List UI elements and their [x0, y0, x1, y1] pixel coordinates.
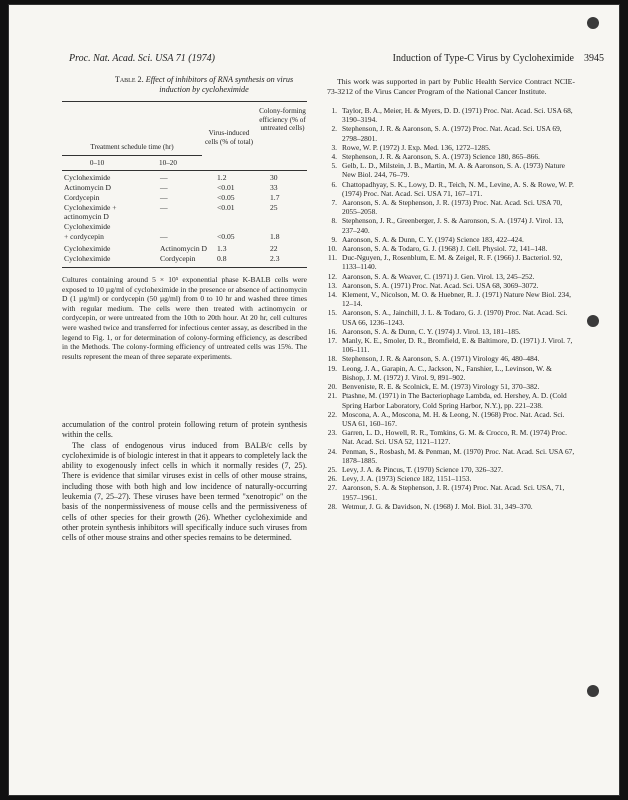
reference-item [324, 364, 576, 382]
reference-number: 8. [331, 216, 337, 226]
reference-item [324, 327, 576, 336]
table-row [62, 193, 307, 203]
reference-text: Garren, L. D., Howell, R. R., Tomkins, G. M. & Crocco, R. M. (1974) Proc. Nat. Acad. Sci. USA 52, 1121–1127. [342, 428, 567, 447]
header-col-0-10: 0–10 [89, 159, 105, 167]
table-cell: 25 [270, 203, 278, 212]
table-cell: 22 [270, 244, 278, 253]
table-title-text: Effect of inhibitors of RNA synthesis on virus induction by cycloheximide [145, 75, 294, 94]
document-page [9, 5, 619, 795]
reference-number: 28. [327, 501, 337, 511]
header-treatment-schedule: Treatment schedule time (hr) [90, 143, 174, 151]
table-cell: Cycloheximide [64, 222, 111, 231]
table-cell: <0.05 [217, 193, 235, 202]
reference-number: 10. [327, 244, 337, 254]
table-row [62, 212, 307, 222]
reference-text: Leong, J. A., Garapin, A. C., Jackson, N., Fanshier, L., Levinson, W. & Bishop, J. M. (1972) J. Virol. 9, 891–902. [342, 363, 552, 382]
reference-item [324, 308, 576, 326]
table-cell: Cordycepin [64, 193, 100, 202]
header-group-rule [62, 155, 202, 156]
reference-text: Levy, J. A. & Pincus, T. (1970) Science 170, 326–327. [342, 464, 504, 474]
table-cell: — [160, 183, 168, 192]
reference-text: Aaronson, S. A. & Todaro, G. J. (1968) J. Cell. Physiol. 72, 141–148. [342, 244, 548, 254]
reference-item [324, 198, 576, 216]
table-row [62, 232, 307, 242]
reference-text: Rowe, W. P. (1972) J. Exp. Med. 136, 1272–1285. [342, 142, 491, 152]
reference-number: 17. [327, 336, 337, 346]
reference-item [324, 253, 576, 271]
reference-text: Manly, K. E., Smoler, D. R., Bromfield, E. & Baltimore, D. (1971) J. Virol. 7, 106–111. [342, 336, 573, 355]
table-label: Table 2. [114, 75, 144, 84]
table-bottom-rule [62, 267, 307, 268]
reference-item [324, 161, 576, 179]
binder-hole [587, 315, 599, 327]
table-cell: + cordycepin [64, 232, 104, 241]
table-cell: <0.01 [217, 203, 235, 212]
table-row [62, 183, 307, 193]
reference-number: 6. [331, 179, 337, 189]
reference-number: 24. [327, 446, 337, 456]
reference-item [324, 354, 576, 363]
reference-number: 7. [331, 198, 337, 208]
table-cell: Cycloheximide [64, 244, 111, 253]
reference-text: Aaronson, S. A. & Stephenson, J. R. (1973) Proc. Nat. Acad. Sci. USA 70, 2055–2058. [342, 198, 563, 217]
reference-item [324, 152, 576, 161]
reference-text: Stephenson, J. R. & Aaronson, S. A. (1972) Proc. Nat. Acad. Sci. USA 69, 2798–2801. [342, 124, 562, 143]
reference-text: Aaronson, S. A. (1971) Proc. Nat. Acad. Sci. USA 68, 3069–3072. [342, 280, 539, 290]
reference-number: 14. [327, 290, 337, 300]
reference-item [324, 216, 576, 234]
reference-number: 19. [327, 363, 337, 373]
table-cell: Actinomycin D [160, 244, 208, 253]
reference-number: 21. [327, 391, 337, 401]
reference-number: 9. [331, 234, 337, 244]
reference-item [324, 281, 576, 290]
reference-number: 2. [331, 124, 337, 134]
reference-text: Gelb, L. D., Milstein, J. B., Martin, M. A. & Aaronson, S. A. (1973) Nature New Biol. 244, 76–79. [342, 161, 565, 180]
page-header [69, 53, 604, 67]
reference-text: Stephenson, J. R., Greenberger, J. S. & Aaronson, S. A. (1974) J. Virol. 13, 237–240. [342, 216, 564, 235]
reference-text: Chattopadhyay, S. K., Lowy, D. R., Teich, N. M., Levine, A. S. & Rowe, W. P. (1974) Proc. Nat. Acad. Sci. USA 71, 167–171. [342, 179, 574, 198]
reference-text: Aaronson, S. A., Jainchill, J. L. & Todaro, G. J. (1970) Proc. Nat. Acad. Sci. USA 66, 1236–1243. [342, 308, 568, 327]
table-cell: 1.7 [270, 193, 280, 202]
reference-item [324, 244, 576, 253]
reference-item [324, 143, 576, 152]
reference-text: Ptashne, M. (1971) in The Bacteriophage Lambda, ed. Hershey, A. D. (Cold Spring Harbor Laboratory, Cold Spring Harbor, N.Y.), pp. 221–238. [342, 391, 567, 410]
table-cell: <0.05 [217, 232, 235, 241]
reference-number: 27. [327, 483, 337, 493]
header-col-virus-induced: Virus-induced cells (% of total) [204, 129, 254, 146]
table-cell: 1.8 [270, 232, 280, 241]
reference-number: 23. [327, 428, 337, 438]
table-cell: 0.8 [217, 254, 227, 263]
table-cell: — [160, 232, 168, 241]
reference-item [324, 272, 576, 281]
reference-text: Aaronson, S. A. & Stephenson, J. R. (1974) Proc. Nat. Acad. Sci. USA, 71, 1957–1961. [342, 483, 565, 502]
reference-text: Duc-Nguyen, J., Rosenblum, E. M. & Zeigel, R. F. (1966) J. Bacteriol. 92, 1133–1140. [342, 253, 563, 272]
reference-item [324, 447, 576, 465]
reference-number: 18. [327, 354, 337, 364]
reference-number: 13. [327, 280, 337, 290]
reference-item [324, 235, 576, 244]
page-number: 3945 [584, 53, 604, 64]
reference-text: Benveniste, R. E. & Scolnick, E. M. (1973) Virology 51, 370–382. [342, 382, 540, 392]
reference-number: 22. [327, 409, 337, 419]
reference-number: 1. [331, 106, 337, 115]
paragraph: The class of endogenous virus induced from BALB/c cells by cycloheximide is of biologic interest in that it appears to completely lack the ability to exogenously infect cells in which it normally resides (7, 25). There is evidence that similar viruses exist in cells of other mouse strains, including those with both high and low incidence of naturally-occurring leukemia (7, 25–27). These viruses have been termed "xenotropic" on the basis of the nonpermissiveness of mouse cells and the permissiveness of cells of other species for their growth (26). Whether cycloheximide and other protein synthesis inhibitors will specifically induce such viruses from cells of other mouse strains and other species remains to be determined. [62, 440, 307, 543]
reference-item [324, 410, 576, 428]
table-top-rule [62, 101, 307, 102]
reference-text: Moscona, A. A., Moscona, M. H. & Leong, N. (1968) Proc. Nat. Acad. Sci. USA 61, 160–167. [342, 409, 565, 428]
table-footnote: Cultures containing around 5 × 10⁵ exponential phase K-BALB cells were exposed to 10 µg/ml of cycloheximide in the presence or absence of actinomycin D (1 µg/ml) or cordycepin (50 µg/ml) from 0 to 10 hr and washed three times with regular medium. The cells were then treated with actinomycin or cordycepin, or were untreated from the 10th to 20th hour. At 20 hr, cell cultures were washed twice and transferred for infectious center assay, as described in the legend to Fig. 1, or for determination of colony-forming efficiency, as described in the Methods. The colony-forming efficiency of untreated cells was 15%. The results represent the mean of three separate experiments. [62, 275, 307, 361]
reference-item [324, 474, 576, 483]
paragraph: accumulation of the control protein following return of protein synthesis within the cells. [62, 420, 307, 440]
reference-number: 3. [331, 142, 337, 152]
reference-item [324, 465, 576, 474]
reference-text: Aaronson, S. A. & Dunn, C. Y. (1974) J. Virol. 13, 181–185. [342, 326, 521, 336]
table-cell: — [160, 203, 168, 212]
table-row [62, 222, 307, 232]
table-cell: actinomycin D [64, 212, 109, 221]
header-col-10-20: 10–20 [159, 159, 177, 167]
reference-number: 16. [327, 326, 337, 336]
table-cell: <0.01 [217, 183, 235, 192]
reference-text: Wetmur, J. G. & Davidson, N. (1968) J. Mol. Biol. 31, 349–370. [342, 501, 533, 511]
reference-text: Penman, S., Rosbash, M. & Penman, M. (1970) Proc. Nat. Acad. Sci. USA 67, 1878–1885. [342, 446, 575, 465]
reference-item [324, 336, 576, 354]
table-cell: Cycloheximide [64, 173, 111, 182]
acknowledgment: This work was supported in part by Public Health Service Contract NCIE-73-3212 of the Virus Cancer Program of the National Cancer Institute. [327, 77, 575, 96]
reference-number: 11. [328, 253, 337, 263]
reference-number: 20. [327, 382, 337, 392]
table-cell: — [160, 193, 168, 202]
reference-text: Aaronson, S. A. & Dunn, C. Y. (1974) Science 183, 422–424. [342, 234, 524, 244]
table-cell: 30 [270, 173, 278, 182]
reference-item [324, 106, 576, 124]
table-cell: 2.3 [270, 254, 280, 263]
table-row [62, 244, 307, 254]
reference-item [324, 502, 576, 511]
table-cell: Cycloheximide [64, 254, 111, 263]
reference-text: Klement, V., Nicolson, M. O. & Huebner, R. J. (1971) Nature New Biol. 234, 12–14. [342, 290, 571, 309]
running-title-block [393, 53, 604, 64]
reference-number: 25. [327, 464, 337, 474]
reference-item [324, 428, 576, 446]
reference-number: 5. [331, 161, 337, 171]
reference-text: Aaronson, S. A. & Weaver, C. (1971) J. Gen. Virol. 13, 245–252. [342, 271, 535, 281]
reference-text: Levy, J. A. (1973) Science 182, 1151–1153. [342, 474, 472, 484]
binder-hole [587, 685, 599, 697]
header-bottom-rule [62, 170, 307, 171]
table-cell: 1.2 [217, 173, 227, 182]
journal-citation: Proc. Nat. Acad. Sci. USA 71 (1974) [69, 53, 215, 64]
table-cell: — [160, 173, 168, 182]
reference-item [324, 124, 576, 142]
references-list [324, 106, 576, 511]
reference-item [324, 290, 576, 308]
table-cell: Cycloheximide + [64, 203, 117, 212]
header-col-colony-efficiency: Colony-forming efficiency (% of untreated cells) [259, 107, 306, 132]
body-text [62, 420, 307, 544]
table-row [62, 254, 307, 264]
reference-number: 15. [327, 308, 337, 318]
table-cell: 1.3 [217, 244, 227, 253]
table-cell: Cordycepin [160, 254, 196, 263]
reference-item [324, 391, 576, 409]
running-title: Induction of Type-C Virus by Cycloheximide [392, 53, 574, 64]
binder-hole [587, 17, 599, 29]
reference-number: 26. [327, 474, 337, 484]
reference-number: 12. [327, 271, 337, 281]
reference-text: Stephenson, J. R. & Aaronson, S. A. (1971) Virology 46, 480–484. [342, 354, 540, 364]
reference-item [324, 483, 576, 501]
table-title [104, 75, 304, 95]
table-cell: 33 [270, 183, 278, 192]
reference-number: 4. [331, 152, 337, 162]
table-row [62, 173, 307, 183]
reference-item [324, 382, 576, 391]
table-cell: Actinomycin D [64, 183, 112, 192]
reference-item [324, 180, 576, 198]
reference-text: Taylor, B. A., Meier, H. & Myers, D. D. (1971) Proc. Nat. Acad. Sci. USA 68, 3190–3194. [342, 106, 573, 125]
reference-text: Stephenson, J. R. & Aaronson, S. A. (1973) Science 180, 865–866. [342, 152, 540, 162]
